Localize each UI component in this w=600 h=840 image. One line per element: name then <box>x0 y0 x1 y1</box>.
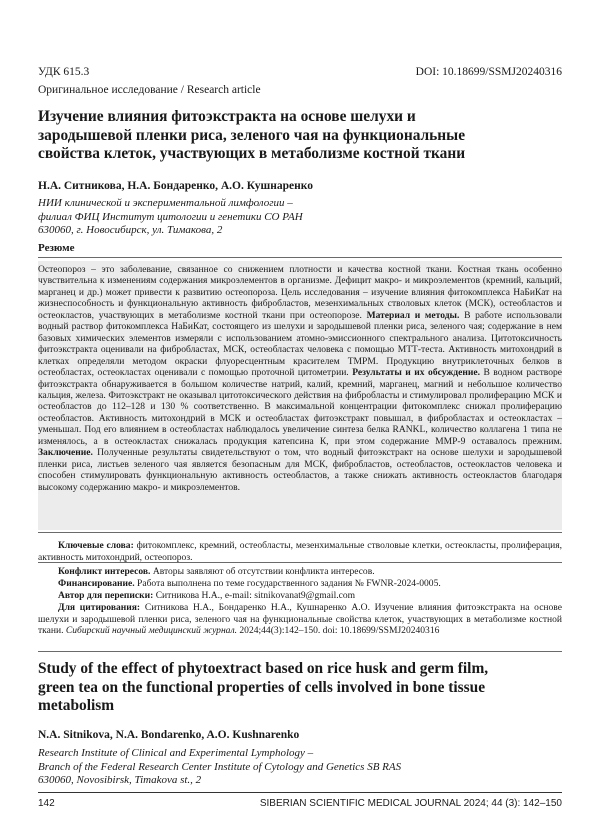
affiliation-ru <box>38 197 303 238</box>
title-ru-line: зародышевой пленки риса, зеленого чая на функциональные <box>38 126 466 144</box>
udk-code: УДК 615.3 <box>38 66 90 78</box>
citation-label: Для цитирования: <box>58 602 141 613</box>
abstract-top-rule <box>38 257 562 258</box>
abstract-bottom-rule <box>38 532 562 533</box>
affiliation-ru-line: филиал ФИЦ Институт цитологии и генетики СО РАН <box>38 210 303 223</box>
title-en-line: Study of the effect of phytoextract based on rice husk and germ film, <box>38 660 489 677</box>
title-en-line: green tea on the functional properties of cells involved in bone tissue <box>38 678 486 696</box>
journal-footer: SIBERIAN SCIENTIFIC MEDICAL JOURNAL 2024; 44 (3): 142–150 <box>259 798 562 809</box>
affiliation-en-line: Branch of the Federal Research Center Institute of Cytology and Genetics SB RAS <box>38 760 402 773</box>
title-ru-line: свойства клеток, участвующих в метаболизме костной ткани <box>38 145 466 162</box>
authors-en: N.A. Sitnikova, N.A. Bondarenko, A.O. Kushnarenko <box>38 729 300 741</box>
affiliation-en <box>38 747 401 788</box>
title-en-line: metabolism <box>38 697 115 714</box>
funding <box>38 578 562 590</box>
abstract-conclusion-label: Заключение. <box>38 447 93 459</box>
authors-ru: Н.А. Ситникова, Н.А. Бондаренко, А.О. Кушнаренко <box>38 180 313 192</box>
conflict-text: Авторы заявляют об отсутствии конфликта интересов. <box>152 566 375 577</box>
title-en <box>38 660 562 716</box>
citation-tail: 2024;44(3):142–150. doi: 10.18699/SSMJ20240316 <box>239 625 440 636</box>
footer <box>38 798 562 809</box>
footer-rule <box>38 792 562 793</box>
abstract-conclusion: Полученные результаты свидетельствуют о том, что водный фитоэкстракт на основе шелухи и зародышевой пленки риса, листьев зеленого чая является безопасным для МСК, фибробластов, остеобластов, остеокластов человека и способен стимулировать функциональную активность остеобластов, а также снижать активность остеокластов благодаря высокому содержанию макро- и микроэлементов. <box>38 447 562 493</box>
keywords-text: фитокомплекс, кремний, остеобласты, мезенхимальные стволовые клетки, остеокласты, пролиферация, активность митохондрий, остеопороз. <box>38 540 562 563</box>
title-ru <box>38 108 562 164</box>
header-line <box>38 66 562 78</box>
affiliation-en-line: Research Institute of Clinical and Experimental Lymphology – <box>38 747 314 759</box>
title-ru-line: Изучение влияния фитоэкстракта на основе шелухи и <box>38 108 416 125</box>
funding-text: Работа выполнена по теме государственного задания № FWNR-2024-0005. <box>137 578 441 589</box>
citation-text: Ситникова Н.А., Бондаренко Н.А., Кушнаренко А.О. Изучение влияния фитоэкстракта на основе шелухи и зародышевой пленки риса, зеленого чая на функциональные свойства клеток, участвующих в метаболизме костной ткани. <box>38 602 562 636</box>
citation-journal: Сибирский научный медицинский журнал. <box>65 625 238 636</box>
correspondence-text[interactable]: Ситникова Н.А., e-mail: sitnikovanat9@gmail.com <box>155 590 356 601</box>
citation-rule <box>38 651 562 652</box>
affiliation-en-line: 630060, Novosibirsk, Timakova st., 2 <box>38 774 202 786</box>
abstract-body <box>38 264 562 493</box>
funding-label: Финансирование. <box>58 578 135 589</box>
abstract-methods-label: Материал и методы. <box>366 309 460 321</box>
abstract-results-label: Результаты и их обсуждение. <box>352 367 480 379</box>
article-type: Оригинальное исследование / Research article <box>38 84 261 96</box>
doi-link[interactable]: DOI: 10.18699/SSMJ20240316 <box>415 66 562 78</box>
page-number: 142 <box>38 798 55 809</box>
affiliation-ru-line: НИИ клинической и экспериментальной лимфологии – <box>38 197 293 209</box>
keywords-label: Ключевые слова: <box>58 540 134 551</box>
citation <box>38 602 562 637</box>
abstract-results: В водном растворе фитоэкстракта обнаруживается в большом количестве натрий, калий, кремний, марганец, магний и небольшое количество кальция, железа. Фитоэкстракт не оказывал цитотоксического действия на фибробласты и стимулировал пролиферацию МСК и остеобластов до 112–128 и 130 % соответственно. В максимальной концентрации фитокомплекс снижал пролиферацию остеобластов. Активность митохондрий в МСК и остеобластах фитоэкстракт повышал, в фибробластах и остеокластах – уменьшал. Под его влиянием в остеобластах наблюдалось увеличение синтеза белка RANKL, количество коллагена 1 типа не изменялось, а в остеокластах снижалась продукция катепсина К, при этом содержание MMP-9 оставалось прежним. <box>38 367 562 447</box>
abstract-methods: В работе использовали водный раствор фитокомплекса НаБиКат, состоящего из шелухи и зародышевой пленки риса, зеленого чая; содержание в нем базовых химических элементов измеряли с использованием атомно-эмиссионного спектрального анализа. Цитотоксичность фитоэкстракта оценивали на фибробластах, МСК, остеобластах человека с помощью МТТ-теста. Активность митохондрий в клетках определяли методом окраски флуоресцентным красителем TMPM. Продукцию внутриклеточных белков в остеобластах, остеокластах оценивали с помощью проточной цитометрии. <box>38 309 563 379</box>
conflict-of-interest <box>38 566 562 578</box>
abstract-heading: Резюме <box>38 242 75 254</box>
abstract-intro: Остеопороз – это заболевание, связанное со снижением плотности и качества костной ткани. Костная ткань особенно чувствительна к изменениям содержания микроэлементов в организме. Дефицит макро- и микроэлементов (кремний, кальций, марганец и др.) может привести к развитию остеопороза. Цель исследования – изучение влияния фитокомплекса НаБиКат на жизнеспособность и функциональную активность фибробластов, мезенхимальных стволовых клеток (МСК), остеобластов и остеокластов, участвующих в метаболизме костной ткани при остеопорозе. <box>38 264 562 321</box>
correspondence-label: Автор для переписки: <box>58 590 154 601</box>
conflict-label: Конфликт интересов. <box>58 566 151 577</box>
correspondence <box>38 590 562 602</box>
keywords-rule <box>38 562 562 563</box>
keywords <box>38 540 562 563</box>
affiliation-ru-line: 630060, г. Новосибирск, ул. Тимакова, 2 <box>38 224 223 236</box>
